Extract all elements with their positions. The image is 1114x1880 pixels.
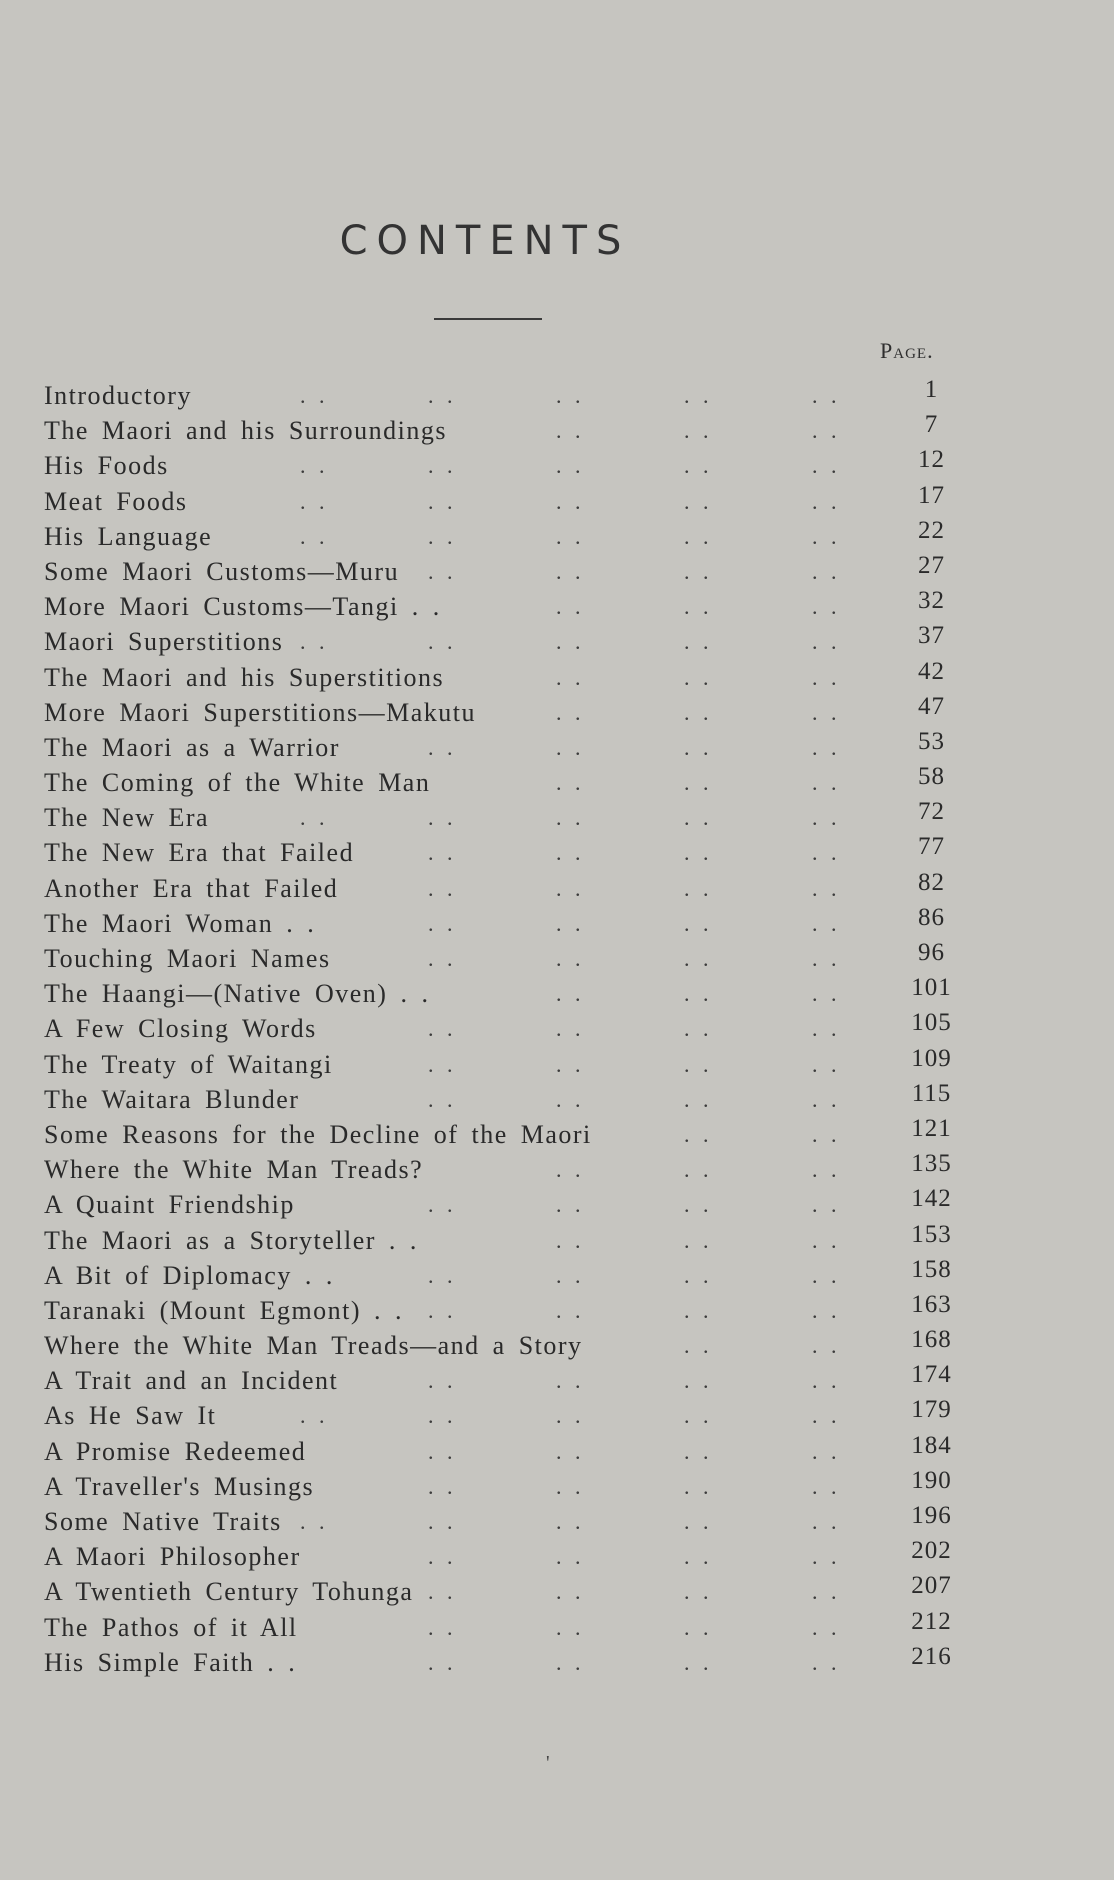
leader-dots: . . — [684, 1297, 713, 1323]
leader-dots: . . — [812, 1579, 841, 1605]
toc-entry — [44, 1466, 964, 1504]
toc-entry-page: 96 — [918, 939, 945, 966]
leader-dots: . . — [684, 981, 713, 1007]
toc-entry-page: 27 — [918, 551, 945, 579]
toc-entry-page: 135 — [911, 1150, 952, 1178]
leader-dots: . . — [684, 664, 713, 690]
toc-entry-title: The Haangi—(Native Oven) . . — [44, 979, 430, 1009]
toc-entry — [44, 835, 964, 870]
leader-dots: . . — [812, 770, 841, 796]
leader-dots: . . — [428, 383, 457, 408]
leader-dots: . . — [812, 875, 841, 901]
toc-entry — [44, 1363, 964, 1398]
toc-entry-page: 42 — [918, 657, 945, 685]
leader-dots: . . — [556, 488, 585, 514]
toc-entry — [44, 1328, 964, 1363]
leader-dots: . . — [684, 840, 713, 866]
toc-entry-page: 179 — [911, 1396, 952, 1424]
leader-dots: . . — [812, 910, 841, 936]
leader-dots: . . — [684, 875, 713, 901]
leader-dots: . . — [428, 1051, 457, 1077]
toc-entry — [44, 765, 964, 800]
leader-dots: . . — [556, 770, 585, 796]
leader-dots: . . — [812, 1227, 841, 1253]
leader-dots: . . — [300, 488, 329, 514]
toc-entry-page: 58 — [918, 763, 945, 791]
toc-entry-title: A Bit of Diplomacy . . — [44, 1260, 334, 1290]
toc-entry — [44, 1574, 964, 1609]
leader-dots: . . — [812, 664, 841, 690]
toc-entry-title: His Foods — [44, 451, 169, 481]
toc-entry — [44, 516, 964, 554]
leader-dots: . . — [684, 1509, 713, 1534]
toc-entry-title: Where the White Man Treads? — [44, 1155, 424, 1185]
toc-entry — [44, 1431, 964, 1469]
toc-entry-page: 184 — [911, 1431, 952, 1459]
toc-entry-page: 86 — [918, 903, 945, 931]
leader-dots: . . — [684, 1016, 713, 1042]
toc-entry-title: Another Era that Failed — [44, 873, 339, 903]
toc-entry-title: The Coming of the White Man — [44, 768, 431, 798]
leader-dots: . . — [428, 558, 457, 584]
leader-dots: . . — [556, 1614, 585, 1640]
leader-dots: . . — [684, 1368, 713, 1394]
page-title: CONTENTS — [339, 218, 631, 264]
toc-entry-page: 216 — [911, 1642, 952, 1670]
page-column-header: Page. — [880, 338, 934, 363]
leader-dots: . . — [556, 453, 585, 479]
toc-entry — [44, 727, 964, 765]
leader-dots: . . — [812, 418, 841, 444]
leader-dots: . . — [812, 1121, 841, 1147]
leader-dots: . . — [684, 1649, 713, 1675]
leader-dots: . . — [684, 1333, 713, 1359]
toc-entry — [44, 1079, 964, 1117]
leader-dots: . . — [684, 699, 713, 725]
toc-entry-page: 168 — [911, 1326, 952, 1354]
leader-dots: . . — [684, 946, 713, 971]
leader-dots: . . — [684, 383, 713, 408]
leader-dots: . . — [812, 1649, 841, 1675]
leader-dots: . . — [812, 1297, 841, 1323]
leader-dots: . . — [556, 1157, 585, 1183]
toc-entry — [44, 1187, 964, 1222]
leader-dots: . . — [428, 840, 457, 866]
toc-entry-page: 82 — [918, 868, 945, 896]
leader-dots: . . — [812, 453, 841, 479]
toc-entry-title: Where the White Man Treads—and a Story — [44, 1331, 583, 1361]
leader-dots: . . — [556, 1368, 585, 1394]
leader-dots: . . — [556, 383, 585, 408]
leader-dots: . . — [812, 840, 841, 866]
leader-dots: . . — [428, 1297, 457, 1323]
toc-entry — [44, 1607, 964, 1645]
leader-dots: . . — [556, 1192, 585, 1218]
leader-dots: . . — [428, 1086, 457, 1112]
toc-entry — [44, 1044, 964, 1082]
toc-entry-page: 109 — [911, 1044, 952, 1072]
leader-dots: . . — [428, 805, 457, 831]
leader-dots: . . — [556, 1473, 585, 1499]
toc-entry-title: Maori Superstitions — [44, 627, 284, 657]
leader-dots: . . — [300, 805, 329, 831]
leader-dots: . . — [556, 664, 585, 690]
leader-dots: . . — [812, 488, 841, 514]
leader-dots: . . — [812, 629, 841, 655]
toc-entry-page: 153 — [911, 1220, 952, 1248]
leader-dots: . . — [428, 453, 457, 479]
leader-dots: . . — [812, 1473, 841, 1499]
toc-entry-title: Touching Maori Names — [44, 944, 331, 973]
leader-dots: . . — [684, 1051, 713, 1077]
leader-dots: . . — [556, 594, 585, 620]
leader-dots: . . — [428, 1262, 457, 1288]
leader-dots: . . — [428, 1368, 457, 1394]
leader-dots: . . — [812, 1157, 841, 1183]
leader-dots: . . — [428, 1473, 457, 1499]
leader-dots: . . — [684, 770, 713, 796]
leader-dots: . . — [300, 1403, 329, 1429]
toc-entry-page: 190 — [911, 1466, 952, 1494]
toc-entry-title: The Maori as a Warrior — [44, 732, 340, 762]
toc-entry — [44, 692, 964, 730]
toc-entry — [44, 1114, 964, 1152]
toc-entry — [44, 448, 964, 483]
toc-entry-page: 72 — [918, 798, 945, 826]
toc-entry-page: 115 — [911, 1079, 952, 1107]
leader-dots: . . — [428, 523, 457, 549]
leader-dots: . . — [428, 1403, 457, 1429]
toc-entry-title: The New Era that Failed — [44, 838, 355, 868]
leader-dots: . . — [300, 453, 329, 479]
toc-entry-page: 53 — [918, 727, 945, 755]
toc-entry — [44, 903, 964, 941]
toc-entry-page: 142 — [911, 1185, 952, 1213]
leader-dots: . . — [684, 523, 713, 549]
leader-dots: . . — [684, 594, 713, 620]
leader-dots: . . — [556, 1262, 585, 1288]
leader-dots: . . — [556, 1086, 585, 1112]
leader-dots: . . — [684, 1192, 713, 1218]
toc-entry-page: 77 — [918, 833, 945, 861]
leader-dots: . . — [556, 1579, 585, 1605]
leader-dots: . . — [684, 488, 713, 514]
toc-entry-title: The Pathos of it All — [44, 1612, 298, 1642]
leader-dots: . . — [428, 1649, 457, 1675]
footer-mark: ' — [546, 1752, 550, 1774]
toc-entry-title: Taranaki (Mount Egmont) . . — [44, 1295, 404, 1325]
leader-dots: . . — [556, 875, 585, 901]
toc-entry — [44, 976, 964, 1011]
leader-dots: . . — [300, 523, 329, 549]
toc-entry-title: Some Native Traits — [44, 1507, 282, 1536]
leader-dots: . . — [684, 1227, 713, 1253]
toc-entry-title: Some Maori Customs—Muru — [44, 556, 400, 586]
toc-entry — [44, 1011, 964, 1046]
toc-entry-title: The Maori as a Storyteller . . — [44, 1225, 418, 1255]
toc-entry-page: 101 — [911, 974, 952, 1002]
leader-dots: . . — [556, 1051, 585, 1077]
leader-dots: . . — [556, 805, 585, 831]
leader-dots: . . — [556, 1544, 585, 1570]
leader-dots: . . — [812, 383, 841, 408]
leader-dots: . . — [812, 558, 841, 584]
toc-entry-title: The Maori Woman . . — [44, 908, 316, 938]
toc-entry-page: 202 — [911, 1537, 952, 1565]
toc-entry-title: Meat Foods — [44, 486, 188, 516]
leader-dots: . . — [812, 1403, 841, 1429]
leader-dots: . . — [556, 1649, 585, 1675]
leader-dots: . . — [684, 453, 713, 479]
toc-entry-title: As He Saw It — [44, 1401, 217, 1431]
toc-entry-title: A Maori Philosopher — [44, 1542, 301, 1572]
leader-dots: . . — [812, 946, 841, 971]
toc-entry-title: A Twentieth Century Tohunga — [44, 1577, 414, 1607]
toc-entry — [44, 800, 964, 835]
leader-dots: . . — [812, 1368, 841, 1394]
toc-entry-title: A Promise Redeemed — [44, 1436, 307, 1466]
toc-entry-page: 174 — [911, 1361, 952, 1389]
leader-dots: . . — [684, 1086, 713, 1112]
toc-entry-page: 22 — [918, 516, 945, 544]
title-rule — [434, 318, 542, 320]
leader-dots: . . — [684, 629, 713, 655]
toc-entry — [44, 1642, 964, 1680]
toc-entry-page: 7 — [924, 411, 939, 439]
toc-entry-page: 32 — [918, 587, 945, 615]
leader-dots: . . — [556, 523, 585, 549]
leader-dots: . . — [684, 1579, 713, 1605]
leader-dots: . . — [556, 1509, 585, 1534]
leader-dots: . . — [556, 840, 585, 866]
leader-dots: . . — [300, 629, 329, 655]
toc-entry-title: The Waitara Blunder — [44, 1084, 300, 1114]
leader-dots: . . — [556, 418, 585, 444]
leader-dots: . . — [684, 1157, 713, 1183]
leader-dots: . . — [556, 910, 585, 936]
leader-dots: . . — [428, 1192, 457, 1218]
toc-entry-title: A Traveller's Musings — [44, 1471, 315, 1501]
leader-dots: . . — [812, 1333, 841, 1359]
toc-entry — [44, 1220, 964, 1258]
leader-dots: . . — [684, 1473, 713, 1499]
toc-entry — [44, 1255, 964, 1293]
toc-entry-page: 37 — [918, 622, 945, 650]
leader-dots: . . — [684, 558, 713, 584]
toc-entry-page: 17 — [918, 481, 945, 509]
toc-entry-title: The Maori and his Surroundings — [44, 416, 447, 446]
toc-entry — [44, 1152, 964, 1187]
toc-entry-page: 105 — [911, 1009, 952, 1037]
toc-entry-page: 212 — [911, 1607, 952, 1635]
toc-entry-title: Some Reasons for the Decline of the Maori — [44, 1119, 592, 1149]
leader-dots: . . — [428, 1016, 457, 1042]
leader-dots: . . — [684, 910, 713, 936]
leader-dots: . . — [428, 1544, 457, 1570]
toc-entry-title: A Few Closing Words — [44, 1014, 317, 1044]
toc-entry-page: 121 — [911, 1114, 952, 1142]
toc-entry — [44, 624, 964, 659]
toc-entry — [44, 868, 964, 906]
leader-dots: . . — [684, 1544, 713, 1570]
leader-dots: . . — [684, 1438, 713, 1464]
leader-dots: . . — [812, 1262, 841, 1288]
leader-dots: . . — [428, 629, 457, 655]
leader-dots: . . — [684, 1262, 713, 1288]
leader-dots: . . — [556, 699, 585, 725]
leader-dots: . . — [428, 734, 457, 760]
toc-entry — [44, 378, 964, 413]
toc-entry — [44, 589, 964, 624]
toc-entry-title: The Treaty of Waitangi — [44, 1049, 333, 1079]
leader-dots: . . — [556, 1438, 585, 1464]
leader-dots: . . — [812, 1016, 841, 1042]
leader-dots: . . — [556, 629, 585, 655]
toc-entry-page: 47 — [918, 692, 945, 720]
leader-dots: . . — [812, 1051, 841, 1077]
leader-dots: . . — [428, 875, 457, 901]
leader-dots: . . — [428, 1614, 457, 1640]
toc-entry-title: A Quaint Friendship — [44, 1190, 295, 1220]
leader-dots: . . — [684, 734, 713, 760]
leader-dots: . . — [556, 734, 585, 760]
leader-dots: . . — [300, 1509, 329, 1534]
leader-dots: . . — [556, 558, 585, 584]
toc-entry-page: 196 — [911, 1502, 952, 1529]
leader-dots: . . — [556, 1403, 585, 1429]
toc-entry-title: The New Era — [44, 803, 210, 833]
toc-entry — [44, 1539, 964, 1574]
toc-entry-title: The Maori and his Superstitions — [44, 662, 445, 692]
toc-entry — [44, 481, 964, 519]
toc-entry-title: More Maori Customs—Tangi . . — [44, 592, 441, 622]
leader-dots: . . — [556, 981, 585, 1007]
leader-dots: . . — [428, 1509, 457, 1534]
leader-dots: . . — [684, 1403, 713, 1429]
leader-dots: . . — [812, 805, 841, 831]
toc-entry-title: His Language — [44, 521, 213, 551]
toc-entry — [44, 1290, 964, 1328]
leader-dots: . . — [556, 1297, 585, 1323]
leader-dots: . . — [556, 1016, 585, 1042]
leader-dots: . . — [684, 805, 713, 831]
leader-dots: . . — [428, 910, 457, 936]
leader-dots: . . — [684, 418, 713, 444]
toc-entry-title: His Simple Faith . . — [44, 1647, 297, 1677]
toc-entry-page: 207 — [911, 1572, 952, 1600]
toc-entry — [44, 657, 964, 695]
leader-dots: . . — [684, 1614, 713, 1640]
table-of-contents — [44, 378, 964, 1680]
leader-dots: . . — [812, 734, 841, 760]
leader-dots: . . — [300, 383, 329, 408]
leader-dots: . . — [556, 1227, 585, 1253]
leader-dots: . . — [556, 946, 585, 971]
leader-dots: . . — [812, 1438, 841, 1464]
toc-entry-page: 1 — [924, 376, 939, 403]
toc-entry-page: 163 — [911, 1290, 952, 1318]
leader-dots: . . — [812, 523, 841, 549]
toc-entry-page: 12 — [918, 446, 945, 474]
leader-dots: . . — [812, 594, 841, 620]
leader-dots: . . — [812, 699, 841, 725]
leader-dots: . . — [428, 488, 457, 514]
toc-entry-title: A Trait and an Incident — [44, 1366, 339, 1396]
toc-entry — [44, 1504, 964, 1539]
leader-dots: . . — [812, 981, 841, 1007]
leader-dots: . . — [812, 1614, 841, 1640]
toc-entry — [44, 551, 964, 589]
leader-dots: . . — [812, 1544, 841, 1570]
leader-dots: . . — [428, 946, 457, 971]
toc-entry-title: More Maori Superstitions—Makutu — [44, 697, 477, 727]
leader-dots: . . — [684, 1121, 713, 1147]
toc-entry — [44, 413, 964, 448]
toc-entry-title: Introductory — [44, 381, 192, 410]
toc-entry — [44, 941, 964, 976]
leader-dots: . . — [812, 1086, 841, 1112]
toc-entry-page: 158 — [911, 1255, 952, 1283]
leader-dots: . . — [812, 1192, 841, 1218]
leader-dots: . . — [428, 1579, 457, 1605]
toc-entry — [44, 1398, 964, 1433]
leader-dots: . . — [812, 1509, 841, 1534]
leader-dots: . . — [428, 1438, 457, 1464]
